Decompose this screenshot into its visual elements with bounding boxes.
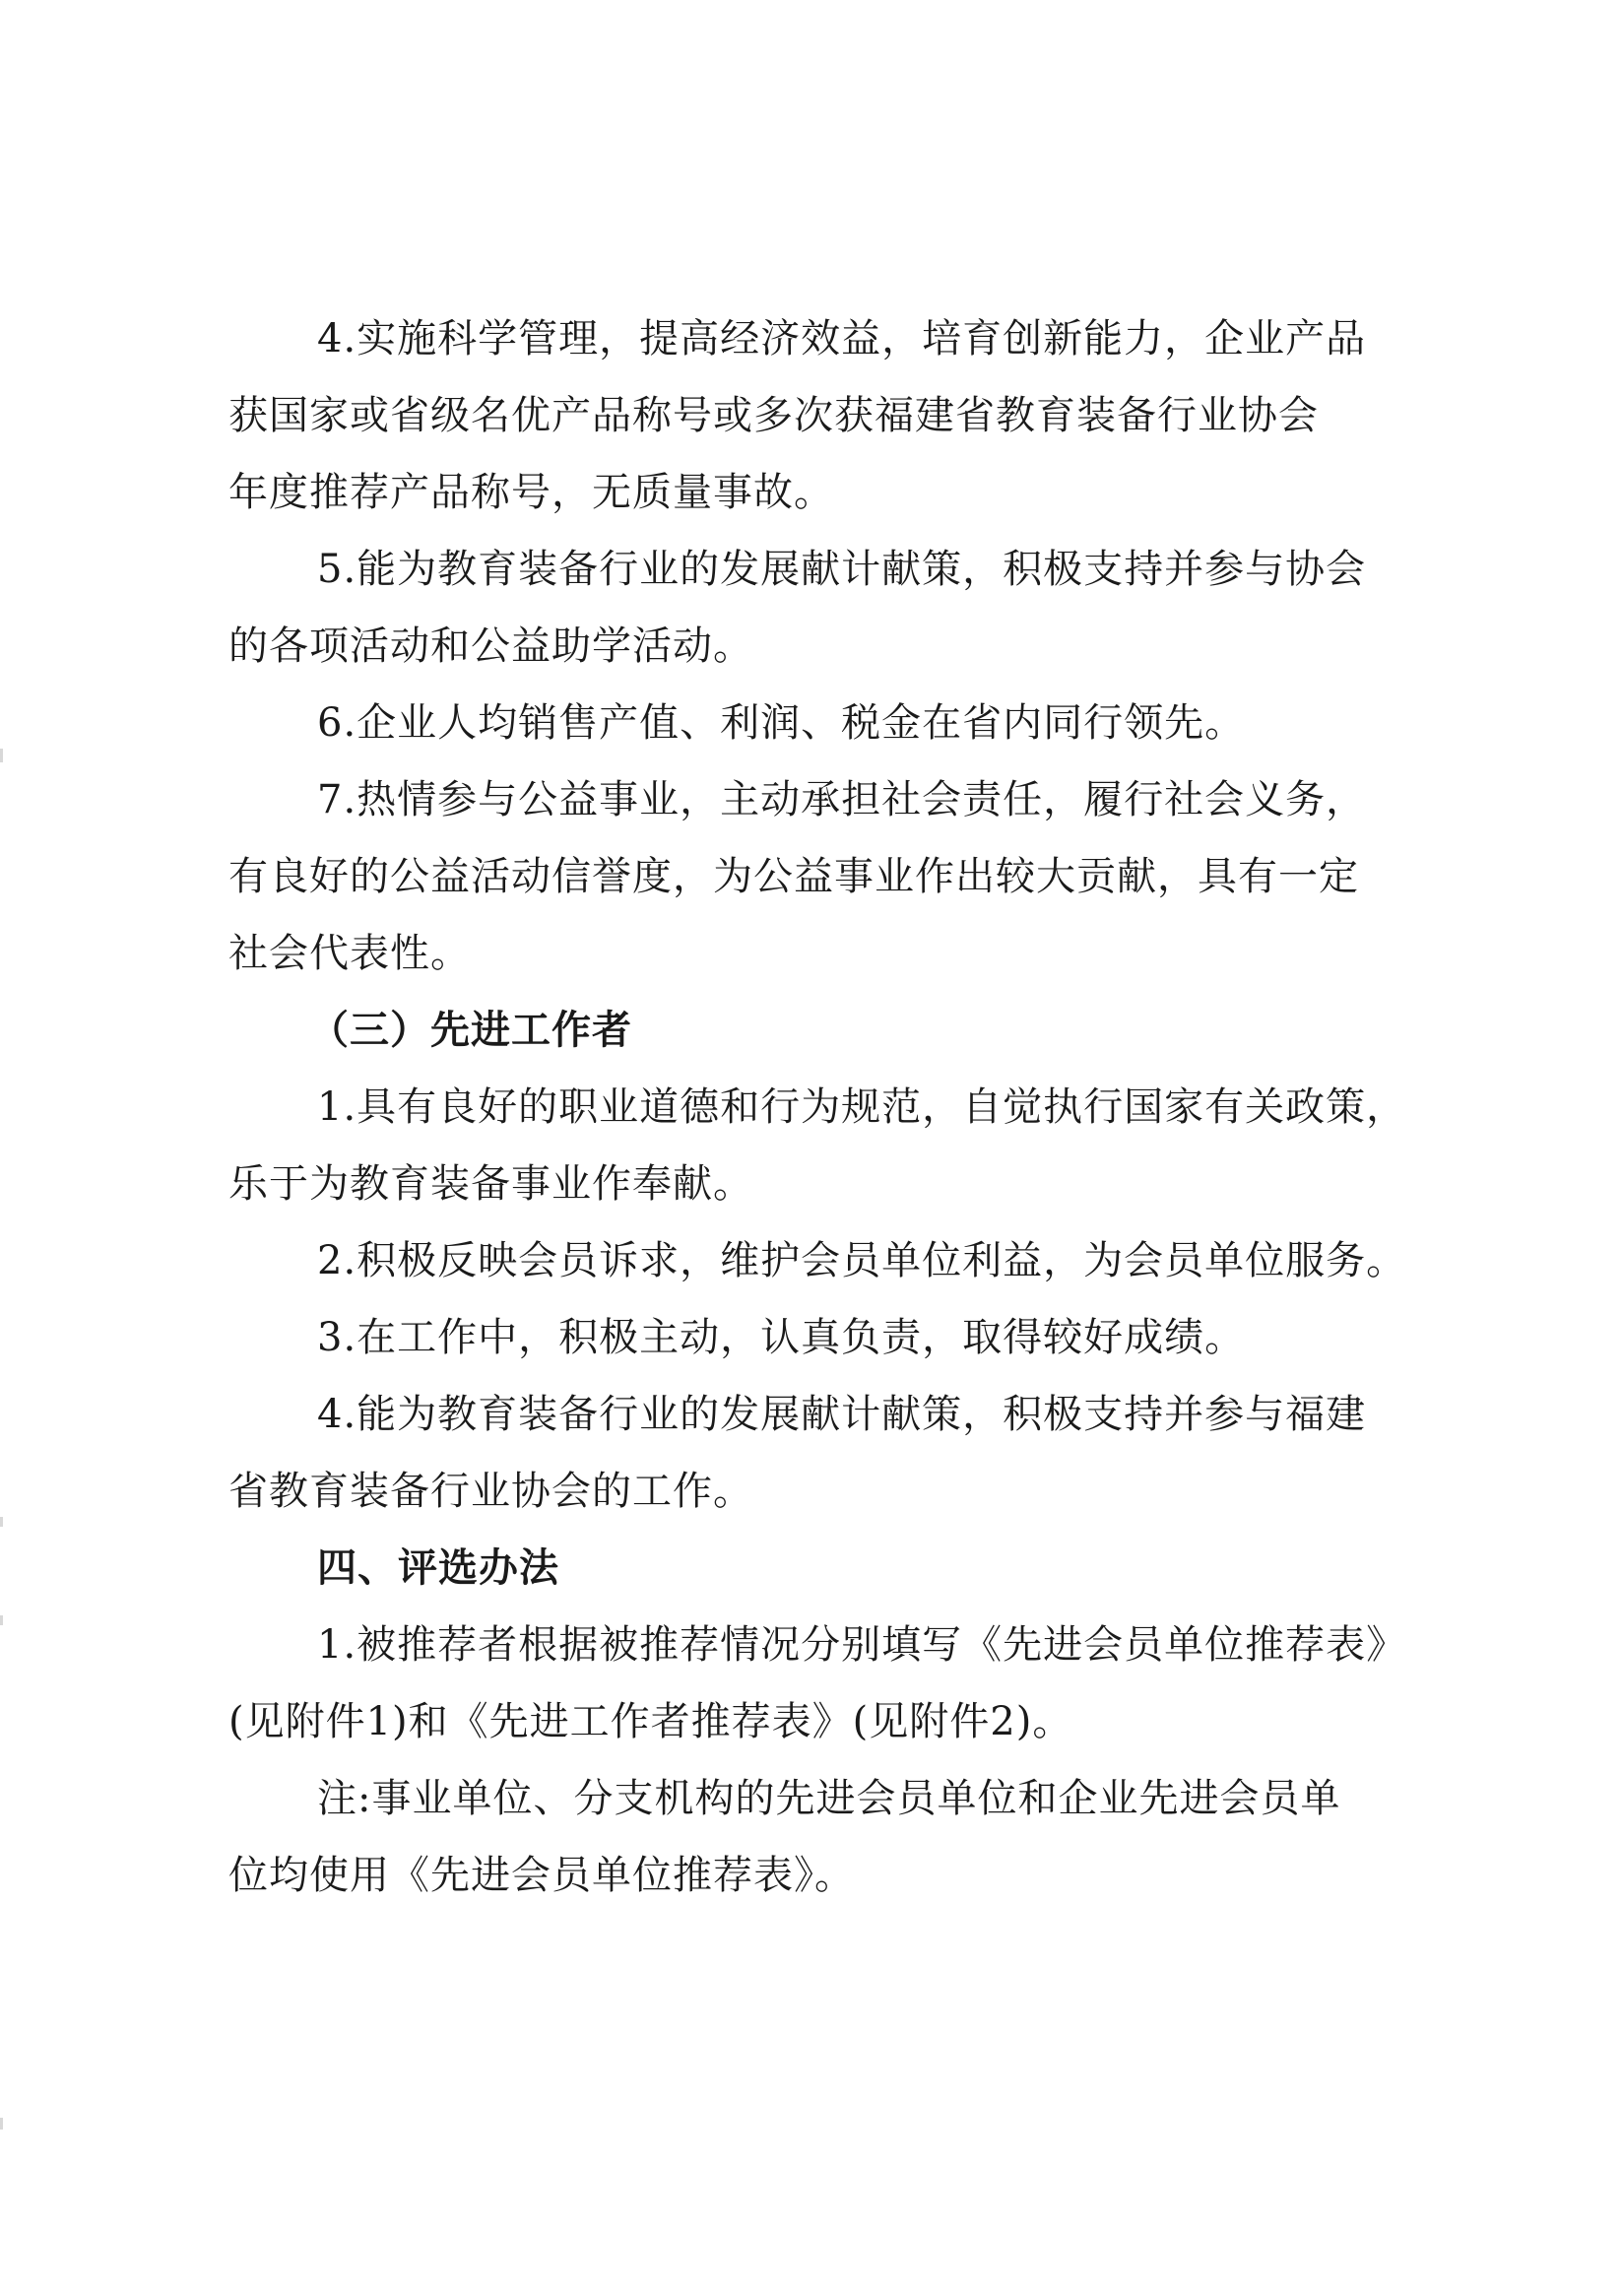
text-line: 3.在工作中，积极主动，认真负责，取得较好成绩。 [317, 1315, 1246, 1360]
section3-item-1 [228, 1069, 1459, 1222]
section3-item-3 [228, 1299, 1459, 1376]
text-line: 4.能为教育装备行业的发展献计献策，积极支持并参与福建 [317, 1392, 1367, 1437]
text-line: 乐于为教育装备事业作奉献。 [228, 1161, 753, 1207]
text-line: 社会代表性。 [228, 931, 471, 976]
section-heading-selection-method: 四、评选办法 [317, 1545, 559, 1591]
text-line: 省教育装备行业协会的工作。 [228, 1469, 753, 1514]
text-line: 1.被推荐者根据被推荐情况分别填写《先进会员单位推荐表》 [317, 1622, 1407, 1668]
paragraph-item-4 [228, 300, 1459, 531]
text-line: 4.实施科学管理，提高经济效益，培育创新能力，企业产品 [317, 316, 1367, 361]
section3-item-2 [228, 1222, 1459, 1299]
text-line: 6.企业人均销售产值、利润、税金在省内同行领先。 [317, 700, 1246, 746]
scan-edge-mark [0, 1615, 3, 1625]
section4-note [228, 1760, 1459, 1914]
scan-edge-mark [0, 749, 3, 762]
text-line: 1.具有良好的职业道德和行为规范，自觉执行国家有关政策， [317, 1084, 1407, 1130]
text-line: 有良好的公益活动信誉度，为公益事业作出较大贡献，具有一定 [228, 854, 1359, 899]
section3-item-4 [228, 1376, 1459, 1530]
document-body [228, 300, 1459, 1914]
text-line: 2.积极反映会员诉求，维护会员单位利益，为会员单位服务。 [317, 1238, 1407, 1283]
text-line: 获国家或省级名优产品称号或多次获福建省教育装备行业协会 [228, 393, 1319, 438]
text-line: 注:事业单位、分支机构的先进会员单位和企业先进会员单 [317, 1776, 1341, 1821]
scan-edge-mark [0, 1517, 3, 1527]
scan-edge-mark [0, 2118, 3, 2130]
paragraph-item-6 [228, 685, 1459, 761]
text-line: (见附件1)和《先进工作者推荐表》(见附件2)。 [228, 1699, 1073, 1744]
section4-item-1 [228, 1607, 1459, 1760]
text-line: 7.热情参与公益事业，主动承担社会责任，履行社会义务， [317, 777, 1367, 822]
text-line: 的各项活动和公益助学活动。 [228, 623, 753, 669]
section-heading-advanced-workers: （三）先进工作者 [309, 1008, 632, 1053]
paragraph-item-5 [228, 531, 1459, 685]
text-line: 位均使用《先进会员单位推荐表》。 [228, 1853, 855, 1898]
text-line: 年度推荐产品称号，无质量事故。 [228, 470, 834, 515]
paragraph-item-7 [228, 761, 1459, 992]
text-line: 5.能为教育装备行业的发展献计献策，积极支持并参与协会 [317, 547, 1367, 592]
